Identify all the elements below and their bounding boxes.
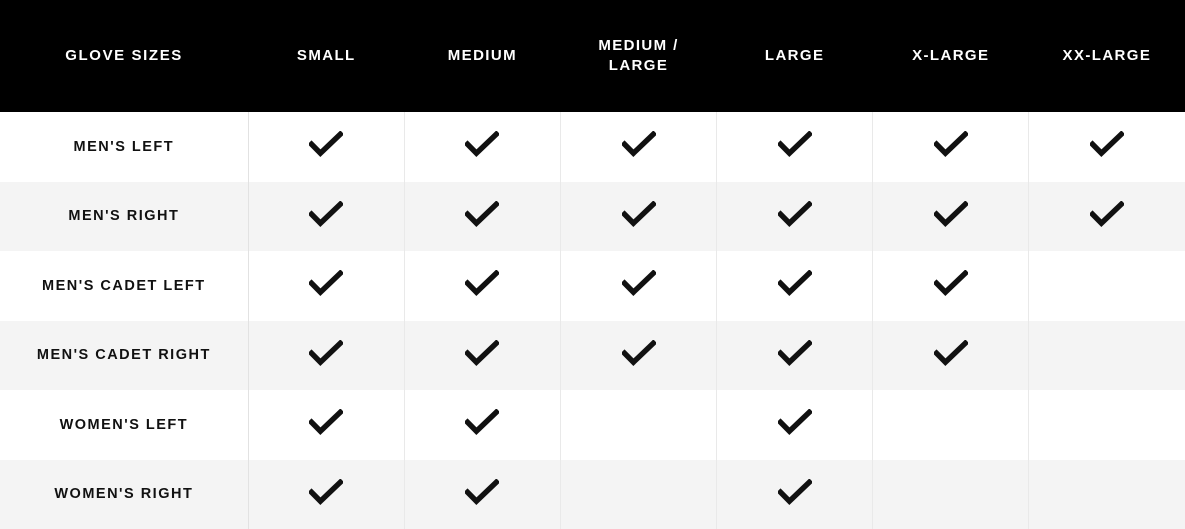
check-icon <box>309 479 343 505</box>
cell-xlarge <box>873 321 1029 391</box>
cell-medium_large <box>560 390 716 460</box>
empty-cell <box>934 479 968 505</box>
cell-small <box>248 112 404 182</box>
empty-cell <box>622 409 656 435</box>
check-icon <box>622 270 656 296</box>
cell-medium <box>404 460 560 529</box>
cell-xxlarge <box>1029 251 1185 321</box>
check-icon <box>309 131 343 157</box>
header-row <box>0 0 1185 112</box>
cell-medium <box>404 321 560 391</box>
empty-cell <box>1090 409 1124 435</box>
empty-cell <box>1090 479 1124 505</box>
check-icon <box>309 340 343 366</box>
cell-small <box>248 321 404 391</box>
cell-medium_large <box>560 251 716 321</box>
check-icon <box>778 409 812 435</box>
check-icon <box>622 131 656 157</box>
cell-xlarge <box>873 182 1029 252</box>
cell-large <box>717 251 873 321</box>
table-row <box>0 390 1185 460</box>
check-icon <box>778 270 812 296</box>
cell-xlarge <box>873 251 1029 321</box>
check-icon <box>1090 131 1124 157</box>
column-header-medium-large: MEDIUM / LARGE <box>560 0 716 112</box>
table-row <box>0 460 1185 529</box>
check-icon <box>465 201 499 227</box>
cell-medium <box>404 182 560 252</box>
cell-medium <box>404 112 560 182</box>
empty-cell <box>1090 340 1124 366</box>
check-icon <box>465 340 499 366</box>
cell-large <box>717 390 873 460</box>
cell-large <box>717 321 873 391</box>
check-icon <box>309 270 343 296</box>
table-row <box>0 112 1185 182</box>
empty-cell <box>1090 270 1124 296</box>
empty-cell <box>934 409 968 435</box>
cell-large <box>717 460 873 529</box>
cell-medium <box>404 390 560 460</box>
cell-xxlarge <box>1029 460 1185 529</box>
check-icon <box>778 201 812 227</box>
check-icon <box>622 201 656 227</box>
check-icon <box>934 340 968 366</box>
cell-small <box>248 460 404 529</box>
check-icon <box>309 409 343 435</box>
cell-small <box>248 251 404 321</box>
check-icon <box>934 270 968 296</box>
empty-cell <box>622 479 656 505</box>
column-header-xx-large: XX-LARGE <box>1029 0 1185 112</box>
table-header <box>0 0 1185 112</box>
cell-xxlarge <box>1029 321 1185 391</box>
column-header-small: SMALL <box>248 0 404 112</box>
cell-medium_large <box>560 321 716 391</box>
cell-medium <box>404 251 560 321</box>
check-icon <box>622 340 656 366</box>
row-label: WOMEN'S LEFT <box>0 390 248 460</box>
check-icon <box>465 270 499 296</box>
cell-medium_large <box>560 460 716 529</box>
cell-small <box>248 390 404 460</box>
row-label: WOMEN'S RIGHT <box>0 460 248 529</box>
table-body <box>0 112 1185 529</box>
column-header-medium: MEDIUM <box>404 0 560 112</box>
check-icon <box>778 479 812 505</box>
check-icon <box>465 131 499 157</box>
table-row <box>0 251 1185 321</box>
cell-xlarge <box>873 390 1029 460</box>
row-label: MEN'S CADET LEFT <box>0 251 248 321</box>
check-icon <box>465 409 499 435</box>
cell-small <box>248 182 404 252</box>
check-icon <box>778 340 812 366</box>
column-header-large: LARGE <box>717 0 873 112</box>
cell-large <box>717 112 873 182</box>
check-icon <box>778 131 812 157</box>
row-label: MEN'S CADET RIGHT <box>0 321 248 391</box>
cell-xxlarge <box>1029 390 1185 460</box>
row-label: MEN'S LEFT <box>0 112 248 182</box>
cell-xlarge <box>873 112 1029 182</box>
column-header-glove-sizes: GLOVE SIZES <box>0 0 248 112</box>
cell-large <box>717 182 873 252</box>
check-icon <box>934 201 968 227</box>
check-icon <box>934 131 968 157</box>
row-label: MEN'S RIGHT <box>0 182 248 252</box>
cell-xxlarge <box>1029 112 1185 182</box>
cell-xlarge <box>873 460 1029 529</box>
check-icon <box>1090 201 1124 227</box>
cell-xxlarge <box>1029 182 1185 252</box>
check-icon <box>465 479 499 505</box>
column-header-x-large: X-LARGE <box>873 0 1029 112</box>
cell-medium_large <box>560 182 716 252</box>
cell-medium_large <box>560 112 716 182</box>
table-row <box>0 321 1185 391</box>
check-icon <box>309 201 343 227</box>
table-row <box>0 182 1185 252</box>
